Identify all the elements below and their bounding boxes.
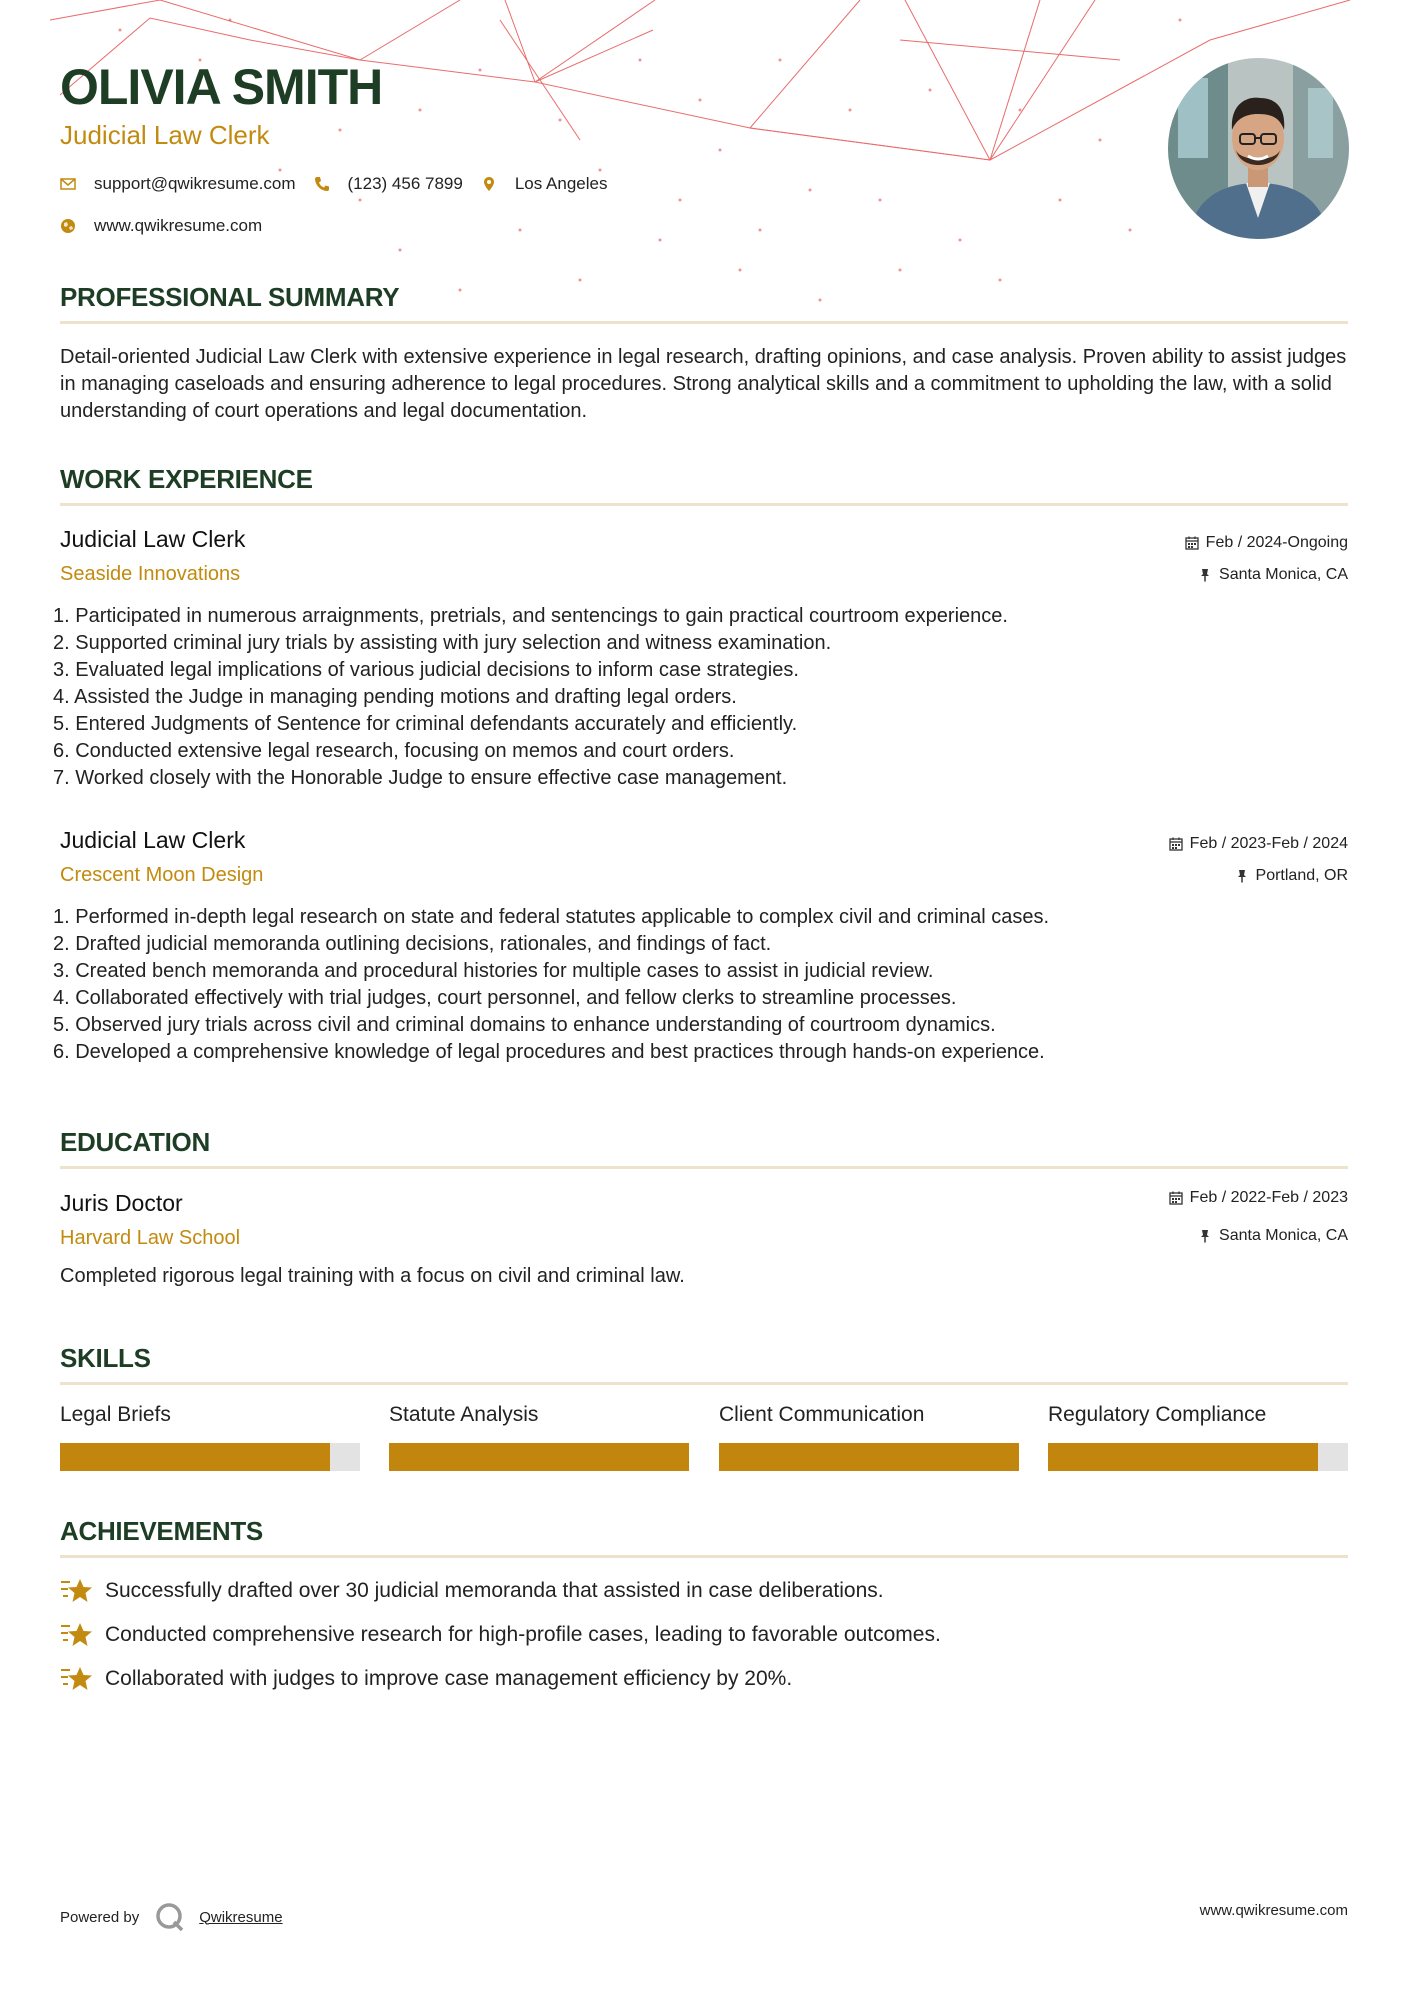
- email-text: support@qwikresume.com: [94, 174, 296, 193]
- job-role: Judicial Law Clerk: [60, 526, 246, 552]
- skills-heading: SKILLS: [60, 1343, 151, 1373]
- contact-row: [60, 174, 625, 194]
- skill-bar: [719, 1443, 1019, 1471]
- achievement-item: [60, 1621, 941, 1649]
- skill-item: [1048, 1403, 1348, 1427]
- skill-bar: [389, 1443, 689, 1471]
- candidate-title: Judicial Law Clerk: [60, 120, 270, 150]
- contact-email[interactable]: [60, 174, 296, 194]
- envelope-icon: [60, 176, 76, 192]
- section-divider: [60, 1555, 1348, 1558]
- website-text: www.qwikresume.com: [94, 216, 263, 235]
- job-location-text: Portland, OR: [1255, 867, 1348, 884]
- globe-icon: [60, 218, 76, 234]
- skill-item: [719, 1403, 1019, 1427]
- achievements-heading: ACHIEVEMENTS: [60, 1516, 263, 1546]
- job-location: [1235, 867, 1348, 885]
- footer-powered-by: [60, 1902, 283, 1932]
- achievement-text: Conducted comprehensive research for high-profile cases, leading to favorable outcomes.: [105, 1623, 941, 1646]
- skill-bar-fill: [60, 1443, 330, 1471]
- list-item: 3. Created bench memoranda and procedural histories for multiple cases to assist in judicial review.: [53, 960, 934, 982]
- summary-heading: PROFESSIONAL SUMMARY: [60, 282, 400, 312]
- skill-name: Regulatory Compliance: [1048, 1403, 1267, 1426]
- location-pin-icon: [481, 176, 497, 192]
- education-school: Harvard Law School: [60, 1227, 241, 1249]
- star-award-icon: [60, 1577, 92, 1605]
- list-item: 7. Worked closely with the Honorable Judge to ensure effective case management.: [53, 767, 788, 789]
- calendar-icon: [1185, 536, 1199, 550]
- experience-heading: WORK EXPERIENCE: [60, 464, 313, 494]
- achievement-text: Collaborated with judges to improve case management efficiency by 20%.: [105, 1667, 793, 1690]
- job-bullets: [53, 603, 1008, 792]
- job-location-text: Santa Monica, CA: [1219, 566, 1348, 583]
- section-divider: [60, 321, 1348, 324]
- profile-photo-illustration: [1168, 58, 1349, 239]
- education-location-text: Santa Monica, CA: [1219, 1227, 1348, 1244]
- contact-website[interactable]: [60, 216, 262, 236]
- skill-bar: [1048, 1443, 1348, 1471]
- star-award-icon: [60, 1665, 92, 1693]
- education-degree: Juris Doctor: [60, 1190, 183, 1216]
- list-item: 1. Performed in-depth legal research on state and federal statutes applicable to complex civil and criminal cases.: [53, 906, 1050, 928]
- list-item: 4. Collaborated effectively with trial judges, court personnel, and fellow clerks to streamline processes.: [53, 987, 957, 1009]
- education-dates: [1169, 1189, 1348, 1207]
- job-dates: [1169, 835, 1348, 853]
- contact-phone[interactable]: [314, 174, 463, 194]
- calendar-icon: [1169, 1191, 1183, 1205]
- contact-row-website: [60, 216, 280, 236]
- section-divider: [60, 1382, 1348, 1385]
- profile-photo: [1168, 58, 1349, 239]
- skill-bar-fill: [389, 1443, 689, 1471]
- list-item: 2. Drafted judicial memoranda outlining decisions, rationales, and findings of fact.: [53, 933, 772, 955]
- star-award-icon: [60, 1621, 92, 1649]
- job-dates: [1185, 534, 1348, 552]
- pushpin-icon: [1235, 869, 1249, 883]
- list-item: 5. Observed jury trials across civil and criminal domains to enhance understanding of courtroom dynamics.: [53, 1014, 996, 1036]
- job-dates-text: Feb / 2023-Feb / 2024: [1189, 835, 1348, 852]
- education-heading: EDUCATION: [60, 1127, 210, 1157]
- job-location: [1198, 566, 1348, 584]
- list-item: 3. Evaluated legal implications of various judicial decisions to inform case strategies.: [53, 659, 799, 681]
- achievement-item: [60, 1577, 884, 1605]
- contact-location: [481, 174, 608, 194]
- job-role: Judicial Law Clerk: [60, 827, 246, 853]
- phone-text: (123) 456 7899: [347, 174, 463, 193]
- list-item: 6. Developed a comprehensive knowledge of legal procedures and best practices through hands-on experience.: [53, 1041, 1045, 1063]
- job-company: Crescent Moon Design: [60, 864, 264, 886]
- phone-icon: [314, 176, 330, 192]
- achievement-item: [60, 1665, 792, 1693]
- section-divider: [60, 1166, 1348, 1169]
- summary-text: Detail-oriented Judicial Law Clerk with extensive experience in legal research, drafting opinions, and case analysis. Proven ability to assist judges in managing caseloads and ensuring adherence to legal procedures. Strong analytical skills and a commitment to upholding the law, with a solid understanding of court operations and legal documentation.: [60, 346, 1347, 422]
- candidate-name: OLIVIA SMITH: [60, 59, 383, 115]
- education-location: [1198, 1227, 1348, 1245]
- list-item: 2. Supported criminal jury trials by assisting with jury selection and witness examination.: [53, 632, 832, 654]
- education-dates-text: Feb / 2022-Feb / 2023: [1189, 1189, 1348, 1206]
- qwikresume-logo-icon: [155, 1902, 185, 1932]
- job-company: Seaside Innovations: [60, 563, 241, 585]
- pushpin-icon: [1198, 568, 1212, 582]
- skill-bar: [60, 1443, 360, 1471]
- skill-item: [389, 1403, 689, 1427]
- list-item: 6. Conducted extensive legal research, focusing on memos and court orders.: [53, 740, 735, 762]
- location-text: Los Angeles: [514, 174, 608, 193]
- job-dates-text: Feb / 2024-Ongoing: [1205, 534, 1348, 551]
- skill-bar-fill: [719, 1443, 1019, 1471]
- job-bullets: [53, 904, 1049, 1066]
- qwikresume-link[interactable]: Qwikresume: [199, 1908, 283, 1926]
- calendar-icon: [1169, 837, 1183, 851]
- achievement-text: Successfully drafted over 30 judicial memoranda that assisted in case deliberations.: [105, 1579, 884, 1602]
- skill-name: Legal Briefs: [60, 1403, 171, 1426]
- pushpin-icon: [1198, 1229, 1212, 1243]
- skill-item: [60, 1403, 360, 1427]
- skill-name: Client Communication: [719, 1403, 925, 1426]
- skill-name: Statute Analysis: [389, 1403, 539, 1426]
- skill-bar-fill: [1048, 1443, 1318, 1471]
- education-description: Completed rigorous legal training with a focus on civil and criminal law.: [60, 1265, 685, 1287]
- section-divider: [60, 503, 1348, 506]
- footer-website[interactable]: www.qwikresume.com: [1199, 1902, 1348, 1919]
- powered-by-label: Powered by: [60, 1908, 140, 1926]
- list-item: 1. Participated in numerous arraignments, pretrials, and sentencings to gain practical courtroom experience.: [53, 605, 1008, 627]
- list-item: 4. Assisted the Judge in managing pending motions and drafting legal orders.: [53, 686, 737, 708]
- list-item: 5. Entered Judgments of Sentence for criminal defendants accurately and efficiently.: [53, 713, 798, 735]
